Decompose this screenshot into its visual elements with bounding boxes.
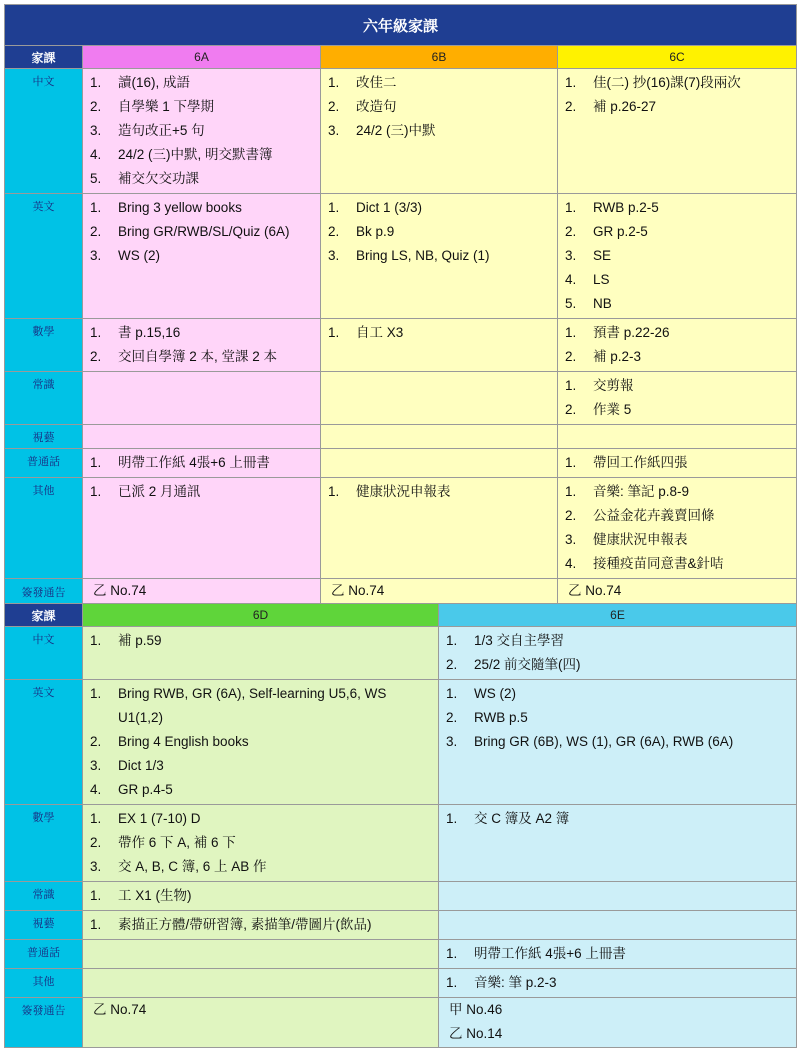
item-text: 改造句 (356, 99, 397, 114)
item-text: 造句改正+5 句 (118, 123, 205, 138)
item-number: 1. (565, 455, 577, 470)
list-item (558, 196, 796, 220)
item-text: 書 p.15,16 (118, 325, 181, 340)
list-item (83, 629, 438, 653)
item-text: 工 X1 (生物) (118, 888, 192, 903)
list-item (83, 321, 320, 345)
item-number: 1. (90, 917, 102, 932)
header-label: 家課 (5, 46, 83, 69)
item-text: 交 A, B, C 簿, 6 上 AB 作 (118, 859, 267, 874)
item-number: 1. (90, 484, 102, 499)
subject-label: 中文 (5, 627, 83, 680)
subject-label: 數學 (5, 319, 83, 372)
item-number: 2. (328, 224, 340, 239)
cell (439, 805, 797, 882)
item-text: 交剪報 (593, 378, 634, 393)
item-number: 3. (328, 123, 340, 138)
item-number: 3. (565, 248, 577, 263)
cell (558, 449, 797, 478)
item-number: 1. (565, 200, 577, 215)
item-number: 2. (446, 710, 458, 725)
list-item (558, 220, 796, 244)
list-item (558, 398, 796, 422)
notice-text: 乙 No.74 (331, 583, 385, 598)
cell (558, 478, 797, 579)
item-text: Bring GR/RWB/SL/Quiz (6A) (118, 224, 290, 239)
cell (83, 194, 321, 319)
list-item (439, 629, 796, 653)
list-item (321, 196, 557, 220)
cell (83, 425, 321, 449)
list-item (83, 345, 320, 369)
item-number: 2. (90, 349, 102, 364)
item-text: LS (593, 272, 610, 287)
notice-text: 甲 No.46 (449, 1002, 503, 1017)
cell (558, 194, 797, 319)
item-text: 帶回工作紙四張 (593, 455, 688, 470)
class-header-6b: 6B (321, 46, 558, 69)
list-item (321, 321, 557, 345)
item-text: GR p.2-5 (593, 224, 648, 239)
item-text: 補 p.2-3 (593, 349, 642, 364)
list-item (321, 71, 557, 95)
item-number: 4. (90, 782, 102, 797)
item-number: 1. (90, 811, 102, 826)
subject-label: 其他 (5, 478, 83, 579)
item-number: 2. (446, 657, 458, 672)
cell (321, 194, 558, 319)
notice-cell (321, 579, 558, 605)
list-item (83, 884, 438, 908)
item-number: 5. (565, 296, 577, 311)
list-item (558, 528, 796, 552)
cell (83, 69, 321, 194)
notice-text: 乙 No.74 (93, 583, 147, 598)
item-text: 預書 p.22-26 (593, 325, 670, 340)
list-item (558, 504, 796, 528)
subject-label: 視藝 (5, 911, 83, 940)
item-number: 3. (328, 248, 340, 263)
item-number: 4. (90, 147, 102, 162)
item-text: 明帶工作紙 4張+6 上冊書 (118, 455, 270, 470)
item-text: 公益金花卉義賣回條 (593, 508, 715, 523)
list-item (83, 167, 320, 191)
subject-label: 中文 (5, 69, 83, 194)
row-notices (5, 998, 797, 1048)
item-number: 1. (328, 200, 340, 215)
subject-label: 常識 (5, 372, 83, 425)
cell (83, 882, 439, 911)
row-others (5, 478, 797, 579)
item-number: 2. (565, 508, 577, 523)
notice-text: 乙 No.74 (93, 1002, 147, 1017)
cell (558, 319, 797, 372)
item-text: 交回自學簿 2 本, 堂課 2 本 (118, 349, 278, 364)
item-number: 1. (446, 946, 458, 961)
cell (321, 449, 558, 478)
row-visual-arts (5, 425, 797, 449)
subject-label: 普通話 (5, 449, 83, 478)
subject-label: 視藝 (5, 425, 83, 449)
list-item (83, 95, 320, 119)
row-math (5, 319, 797, 372)
class-header-6a: 6A (83, 46, 321, 69)
item-text: 讀(16), 成語 (118, 75, 191, 90)
list-item (321, 480, 557, 504)
notice-cell (83, 579, 321, 605)
row-general-studies (5, 882, 797, 911)
list-item (83, 71, 320, 95)
item-text: 帶作 6 下 A, 補 6 下 (118, 835, 236, 850)
list-item (439, 682, 796, 706)
item-number: 3. (90, 123, 102, 138)
list-item (83, 778, 438, 802)
homework-table-6a-6c (4, 4, 797, 605)
item-number: 3. (90, 758, 102, 773)
cell (83, 805, 439, 882)
cell (558, 372, 797, 425)
item-number: 3. (446, 734, 458, 749)
item-number: 5. (90, 171, 102, 186)
item-number: 4. (565, 272, 577, 287)
list-item (558, 374, 796, 398)
list-item (558, 321, 796, 345)
item-text: 作業 5 (593, 402, 632, 417)
cell (83, 680, 439, 805)
cell (83, 449, 321, 478)
item-number: 2. (565, 99, 577, 114)
item-number: 1. (565, 75, 577, 90)
cell (439, 627, 797, 680)
cell (439, 680, 797, 805)
subject-label: 其他 (5, 969, 83, 998)
item-text: 佳(二) 抄(16)課(7)段兩次 (593, 75, 741, 90)
cell (83, 940, 439, 969)
list-item (558, 292, 796, 316)
list-item (439, 730, 796, 754)
item-number: 4. (565, 556, 577, 571)
class-header-6e: 6E (439, 604, 797, 627)
item-text: Bring LS, NB, Quiz (1) (356, 248, 490, 263)
cell (83, 969, 439, 998)
item-text: 補 p.26-27 (593, 99, 657, 114)
item-text: 交 C 簿及 A2 簿 (474, 811, 570, 826)
list-item (83, 244, 320, 268)
cell (83, 478, 321, 579)
item-number: 1. (90, 888, 102, 903)
item-number: 2. (328, 99, 340, 114)
cell (321, 478, 558, 579)
item-number: 1. (328, 325, 340, 340)
item-number: 2. (90, 835, 102, 850)
item-number: 2. (90, 99, 102, 114)
item-text: Bring RWB, GR (6A), Self-learning U5,6, WS U1(1,2) (118, 686, 387, 725)
list-item (439, 942, 796, 966)
item-number: 1. (328, 75, 340, 90)
item-number: 3. (90, 859, 102, 874)
list-item (83, 480, 320, 504)
list-item (321, 95, 557, 119)
list-item (558, 244, 796, 268)
row-visual-arts (5, 911, 797, 940)
notice-text: 乙 No.14 (449, 1026, 503, 1041)
item-number: 2. (565, 349, 577, 364)
item-text: 補 p.59 (118, 633, 162, 648)
row-chinese (5, 627, 797, 680)
item-text: Bring GR (6B), WS (1), GR (6A), RWB (6A) (474, 734, 734, 749)
list-item (321, 119, 557, 143)
item-number: 1. (565, 325, 577, 340)
list-item (321, 220, 557, 244)
cell (439, 969, 797, 998)
list-item (439, 706, 796, 730)
list-item (83, 913, 438, 937)
item-text: GR p.4-5 (118, 782, 173, 797)
cell (558, 425, 797, 449)
item-text: RWB p.2-5 (593, 200, 659, 215)
cell (439, 882, 797, 911)
item-text: 自學樂 1 下學期 (118, 99, 215, 114)
item-text: 1/3 交自主學習 (474, 633, 565, 648)
list-item (558, 552, 796, 576)
homework-table-6d-6e (4, 603, 797, 1048)
item-text: 音樂: 筆 p.2-3 (474, 975, 557, 990)
item-text: 接種疫苗同意書&針咭 (593, 556, 724, 571)
item-text: Bring 4 English books (118, 734, 249, 749)
item-number: 1. (90, 686, 102, 701)
list-item (83, 119, 320, 143)
list-item (439, 807, 796, 831)
cell (321, 425, 558, 449)
list-item (83, 831, 438, 855)
cell (558, 69, 797, 194)
item-text: 音樂: 筆記 p.8-9 (593, 484, 690, 499)
cell (83, 627, 439, 680)
list-item (558, 268, 796, 292)
notice-cell (83, 998, 439, 1048)
list-item (83, 451, 320, 475)
list-item (83, 855, 438, 879)
page-title: 六年級家課 (5, 5, 797, 46)
list-item (321, 244, 557, 268)
item-number: 2. (90, 734, 102, 749)
list-item (439, 653, 796, 677)
item-text: 已派 2 月通訊 (118, 484, 201, 499)
cell (439, 911, 797, 940)
item-number: 1. (90, 325, 102, 340)
subject-label: 數學 (5, 805, 83, 882)
subject-label: 英文 (5, 194, 83, 319)
list-item (558, 451, 796, 475)
list-item (439, 971, 796, 995)
cell (321, 69, 558, 194)
item-text: 25/2 前交隨筆(四) (474, 657, 581, 672)
cell (321, 319, 558, 372)
list-item (558, 95, 796, 119)
item-text: 健康狀況申報表 (593, 532, 688, 547)
notice-text: 乙 No.74 (568, 583, 622, 598)
item-text: 24/2 (三)中默, 明交默書簿 (118, 147, 273, 162)
item-number: 2. (565, 224, 577, 239)
list-item (558, 480, 796, 504)
item-text: 24/2 (三)中默 (356, 123, 436, 138)
item-number: 2. (90, 224, 102, 239)
item-text: 改佳二 (356, 75, 397, 90)
row-english (5, 680, 797, 805)
item-text: RWB p.5 (474, 710, 528, 725)
row-putonghua (5, 449, 797, 478)
item-number: 1. (90, 75, 102, 90)
row-math (5, 805, 797, 882)
item-number: 1. (446, 686, 458, 701)
item-number: 1. (565, 378, 577, 393)
item-number: 1. (90, 455, 102, 470)
item-text: WS (2) (474, 686, 516, 701)
class-header-6d: 6D (83, 604, 439, 627)
item-text: Dict 1 (3/3) (356, 200, 423, 215)
subject-label: 常識 (5, 882, 83, 911)
item-text: NB (593, 296, 612, 311)
subject-label: 英文 (5, 680, 83, 805)
cell (83, 372, 321, 425)
item-text: EX 1 (7-10) D (118, 811, 201, 826)
item-text: 素描正方體/帶研習簿, 素描筆/帶圖片(飲品) (118, 917, 372, 932)
item-number: 1. (446, 811, 458, 826)
row-notices (5, 579, 797, 605)
header-label: 家課 (5, 604, 83, 627)
item-number: 1. (446, 975, 458, 990)
item-text: Bring 3 yellow books (118, 200, 242, 215)
row-others (5, 969, 797, 998)
item-text: 補交欠交功課 (118, 171, 199, 186)
cell (83, 911, 439, 940)
list-item (83, 220, 320, 244)
item-number: 1. (90, 200, 102, 215)
notice-cell (439, 998, 797, 1048)
item-number: 1. (446, 633, 458, 648)
list-item (83, 730, 438, 754)
item-text: SE (593, 248, 612, 263)
item-text: Bk p.9 (356, 224, 395, 239)
item-text: 健康狀況申報表 (356, 484, 451, 499)
subject-label: 普通話 (5, 940, 83, 969)
item-number: 1. (328, 484, 340, 499)
list-item (83, 143, 320, 167)
subject-label: 簽發通告 (5, 998, 83, 1048)
list-item (558, 71, 796, 95)
row-putonghua (5, 940, 797, 969)
item-text: WS (2) (118, 248, 160, 263)
cell (83, 319, 321, 372)
list-item (83, 807, 438, 831)
item-text: Dict 1/3 (118, 758, 164, 773)
row-chinese (5, 69, 797, 194)
class-header-6c: 6C (558, 46, 797, 69)
item-number: 3. (90, 248, 102, 263)
cell (439, 940, 797, 969)
list-item (83, 682, 438, 730)
item-number: 1. (90, 633, 102, 648)
item-number: 2. (565, 402, 577, 417)
cell (321, 372, 558, 425)
row-general-studies (5, 372, 797, 425)
item-text: 明帶工作紙 4張+6 上冊書 (474, 946, 626, 961)
item-text: 自工 X3 (356, 325, 404, 340)
item-number: 3. (565, 532, 577, 547)
list-item (558, 345, 796, 369)
list-item (83, 196, 320, 220)
list-item (83, 754, 438, 778)
row-english (5, 194, 797, 319)
notice-cell (558, 579, 797, 605)
subject-label: 簽發通告 (5, 579, 83, 605)
item-number: 1. (565, 484, 577, 499)
